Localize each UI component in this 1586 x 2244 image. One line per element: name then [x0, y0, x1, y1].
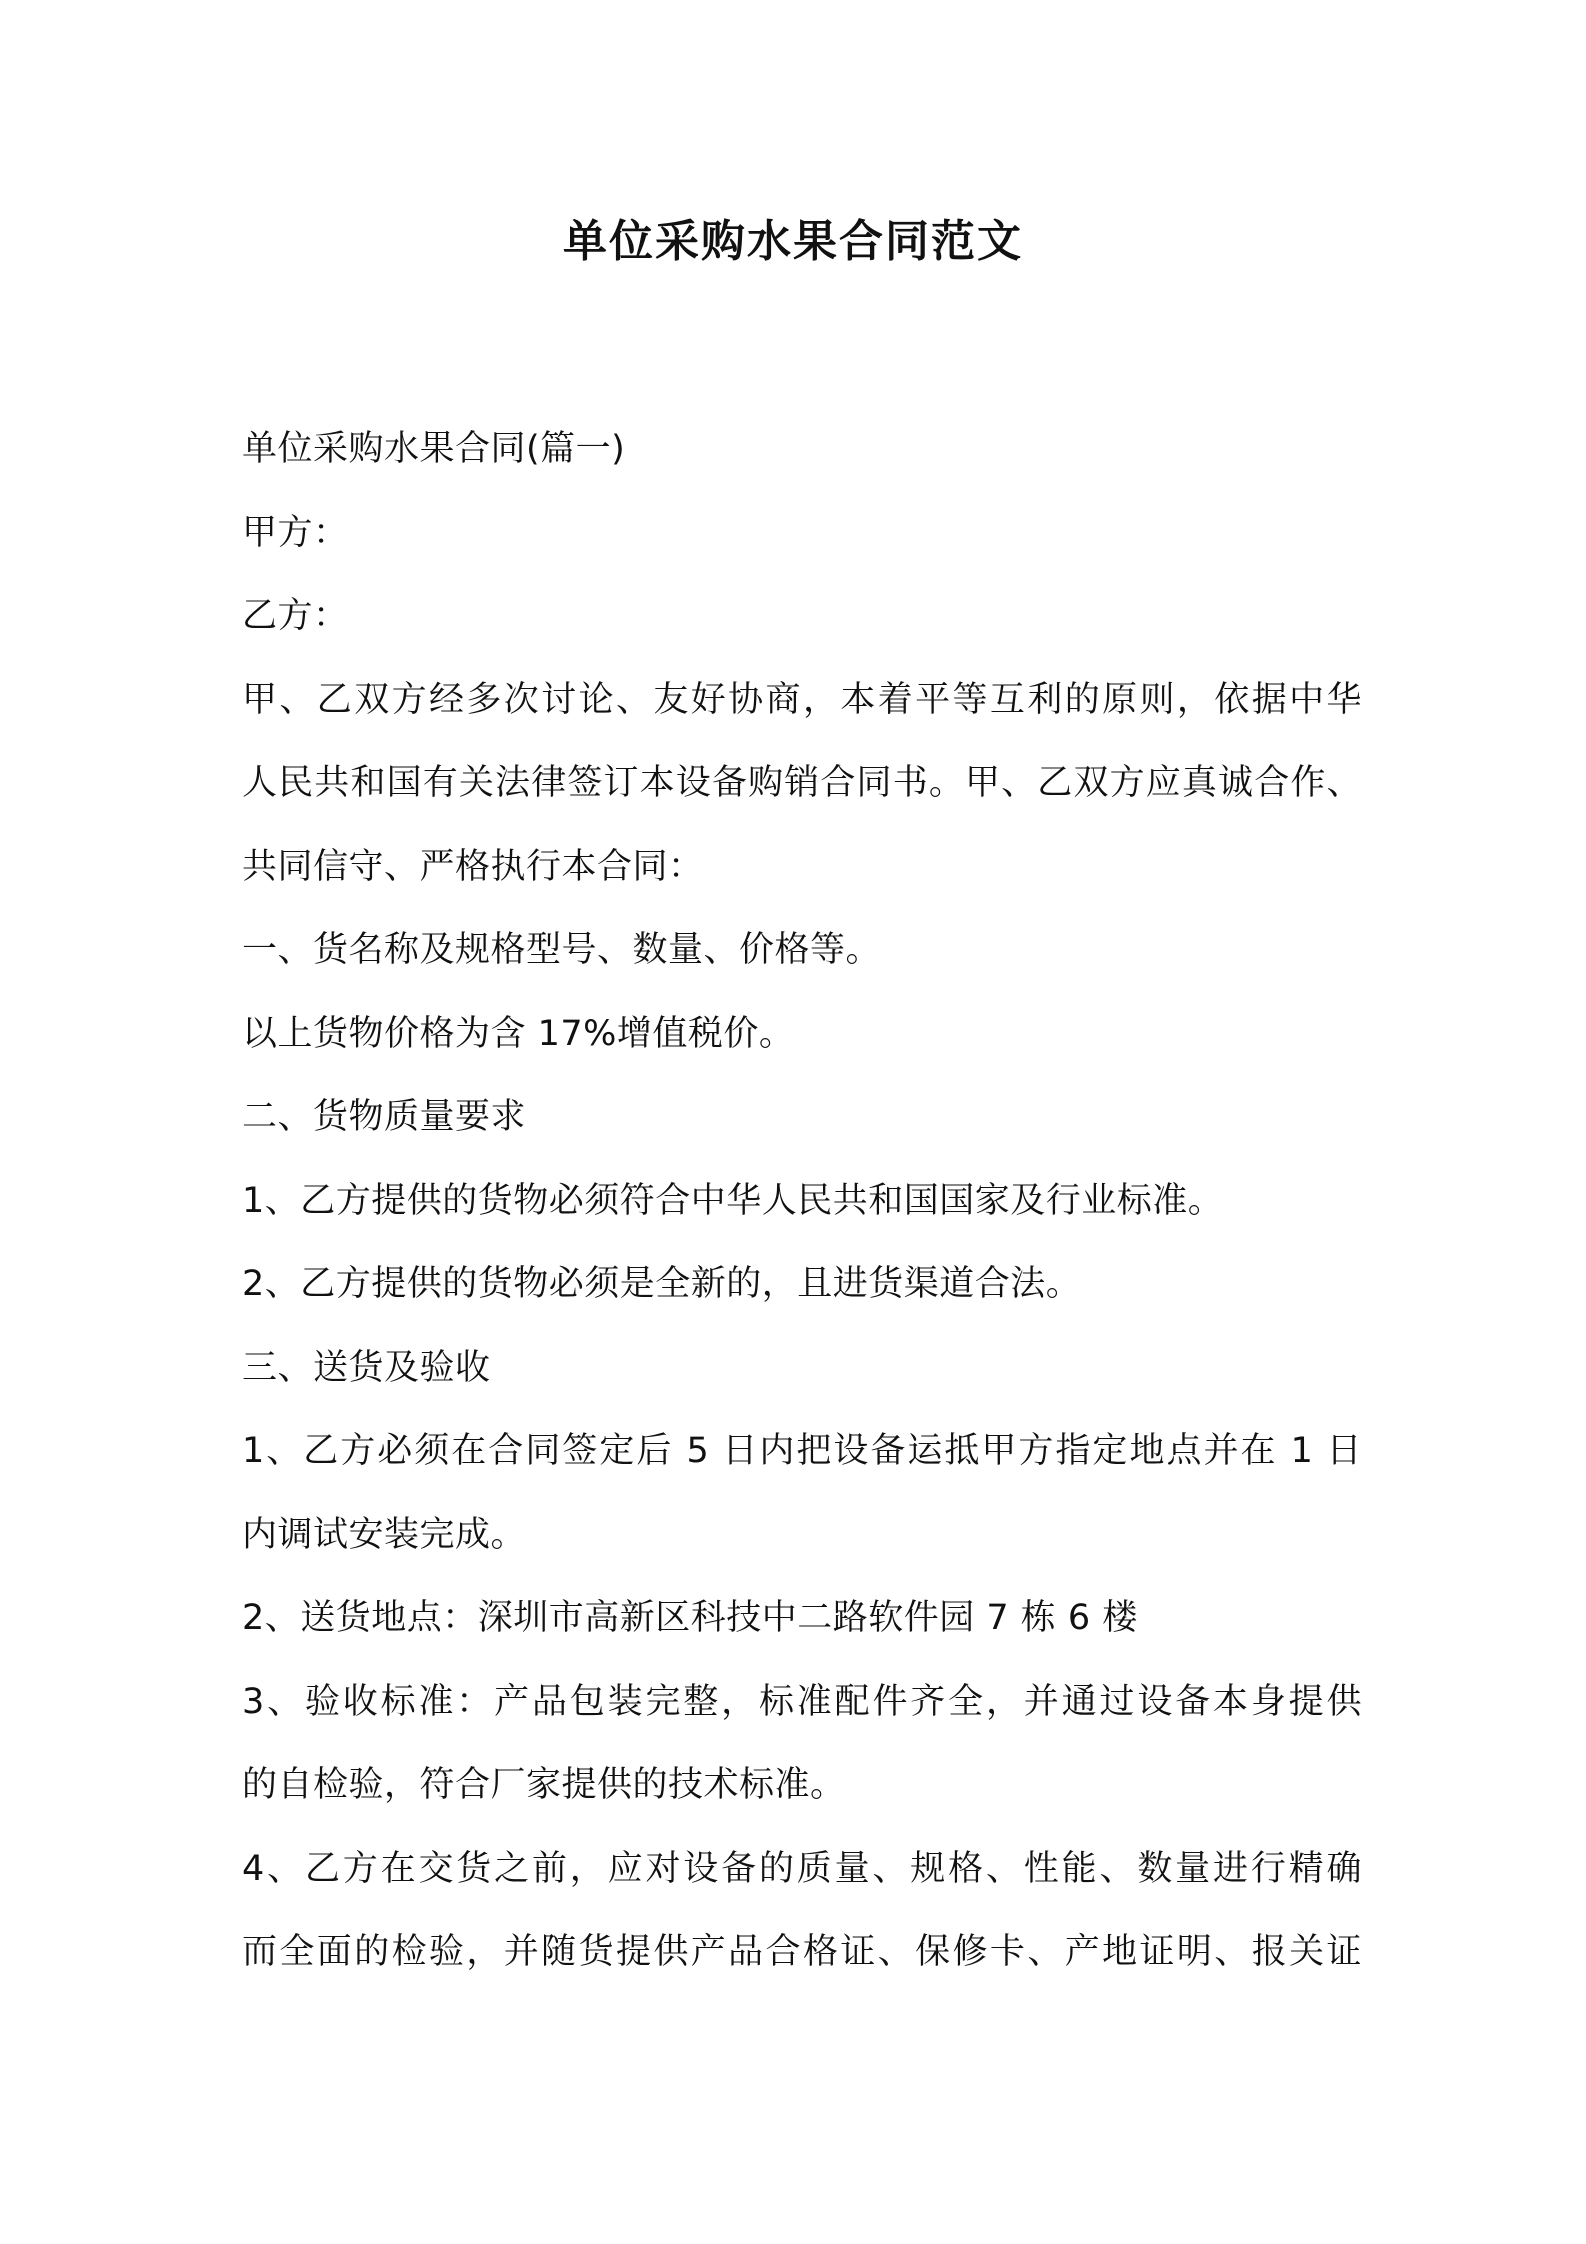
- document-body: [242, 408, 1362, 1995]
- clause-heading: 二、货物质量要求: [242, 1097, 527, 1137]
- clause-item: 的自检验，符合厂家提供的技术标准。: [242, 1765, 846, 1805]
- clause-heading: 一、货名称及规格型号、数量、价格等。: [242, 930, 882, 970]
- clause-item: 1、乙方提供的货物必须符合中华人民共和国国家及行业标准。: [242, 1180, 1224, 1221]
- paragraph-line: 共同信守、严格执行本合同：: [242, 846, 704, 887]
- section-heading: 单位采购水果合同(篇一): [242, 429, 626, 469]
- party-a-label: 甲方：: [242, 512, 349, 553]
- clause-heading: 三、送货及验收: [242, 1347, 491, 1388]
- page-title: 单位采购水果合同范文: [563, 216, 1023, 267]
- paragraph-line: 以上货物价格为含 17%增值税价。: [242, 1013, 795, 1054]
- clause-item: 1、乙方必须在合同签定后 5 日内把设备运抵甲方指定地点并在 1 日: [242, 1431, 1362, 1471]
- paragraph-line: 甲、乙双方经多次讨论、友好协商，本着平等互利的原则，依据中华: [242, 679, 1362, 720]
- paragraph-line: 人民共和国有关法律签订本设备购销合同书。甲、乙双方应真诚合作、: [242, 763, 1362, 803]
- clause-item: 4、乙方在交货之前，应对设备的质量、规格、性能、数量进行精确: [242, 1848, 1362, 1889]
- clause-item: 3、验收标准：产品包装完整，标准配件齐全，并通过设备本身提供: [242, 1681, 1362, 1722]
- clause-item: 2、送货地点：深圳市高新区科技中二路软件园 7 栋 6 楼: [242, 1598, 1138, 1638]
- clause-item: 2、乙方提供的货物必须是全新的，且进货渠道合法。: [242, 1264, 1082, 1304]
- party-b-label: 乙方：: [242, 596, 349, 636]
- clause-item: 而全面的检验，并随货提供产品合格证、保修卡、产地证明、报关证: [242, 1932, 1362, 1972]
- clause-item: 内调试安装完成。: [242, 1514, 527, 1555]
